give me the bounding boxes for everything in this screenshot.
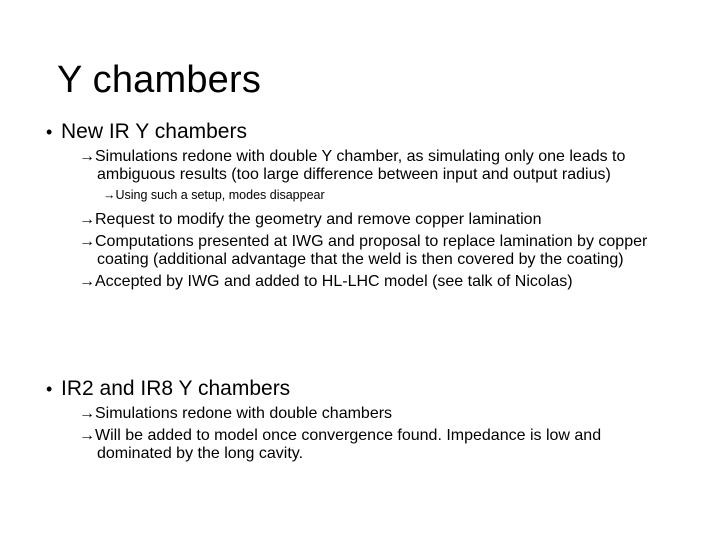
arrow-icon: → — [103, 188, 116, 202]
sub-bullet-item — [46, 211, 657, 229]
sub-bullet-text: Simulations redone with double chambers — [95, 405, 393, 422]
sub-bullet-item — [46, 233, 657, 269]
section-heading-text: IR2 and IR8 Y chambers — [61, 377, 291, 400]
slide-title: Y chambers — [57, 59, 262, 101]
arrow-icon: → — [79, 148, 95, 165]
sub-bullet-text: Will be added to model once convergence found. Impedance is low and dominated by the long cavity. — [95, 427, 602, 462]
arrow-icon: → — [79, 211, 95, 228]
sub-bullet-text: Simulations redone with double Y chamber, as simulating only one leads to ambiguous results (too large difference between input and output radius) — [95, 148, 626, 183]
sub-bullet-text: Computations presented at IWG and proposal to replace lamination by copper coating (additional advantage that the weld is then covered by the coating) — [95, 233, 648, 268]
sub-bullet-item — [46, 273, 657, 291]
section-heading-text: New IR Y chambers — [61, 120, 247, 143]
section-heading — [46, 375, 686, 403]
sub-bullet-item — [46, 427, 657, 463]
bullet-icon: • — [46, 379, 53, 399]
section-ir2-ir8-y-chambers — [46, 375, 686, 467]
sub-bullet-list — [46, 405, 686, 463]
sub-bullet-text: Accepted by IWG and added to HL-LHC model (see talk of Nicolas) — [95, 273, 573, 290]
arrow-icon: → — [79, 405, 95, 422]
sub-sub-bullet-text: Using such a setup, modes disappear — [115, 188, 325, 202]
arrow-icon: → — [79, 427, 95, 444]
sub-bullet-item — [46, 148, 657, 184]
arrow-icon: → — [79, 273, 95, 290]
sub-bullet-list — [46, 148, 686, 291]
section-new-ir-y-chambers — [46, 118, 686, 295]
sub-bullet-item — [46, 405, 657, 423]
section-heading — [46, 118, 686, 146]
sub-bullet-text: Request to modify the geometry and remove copper lamination — [95, 211, 542, 228]
sub-sub-bullet-item — [46, 188, 686, 203]
bullet-icon: • — [46, 122, 53, 142]
arrow-icon: → — [79, 233, 95, 250]
